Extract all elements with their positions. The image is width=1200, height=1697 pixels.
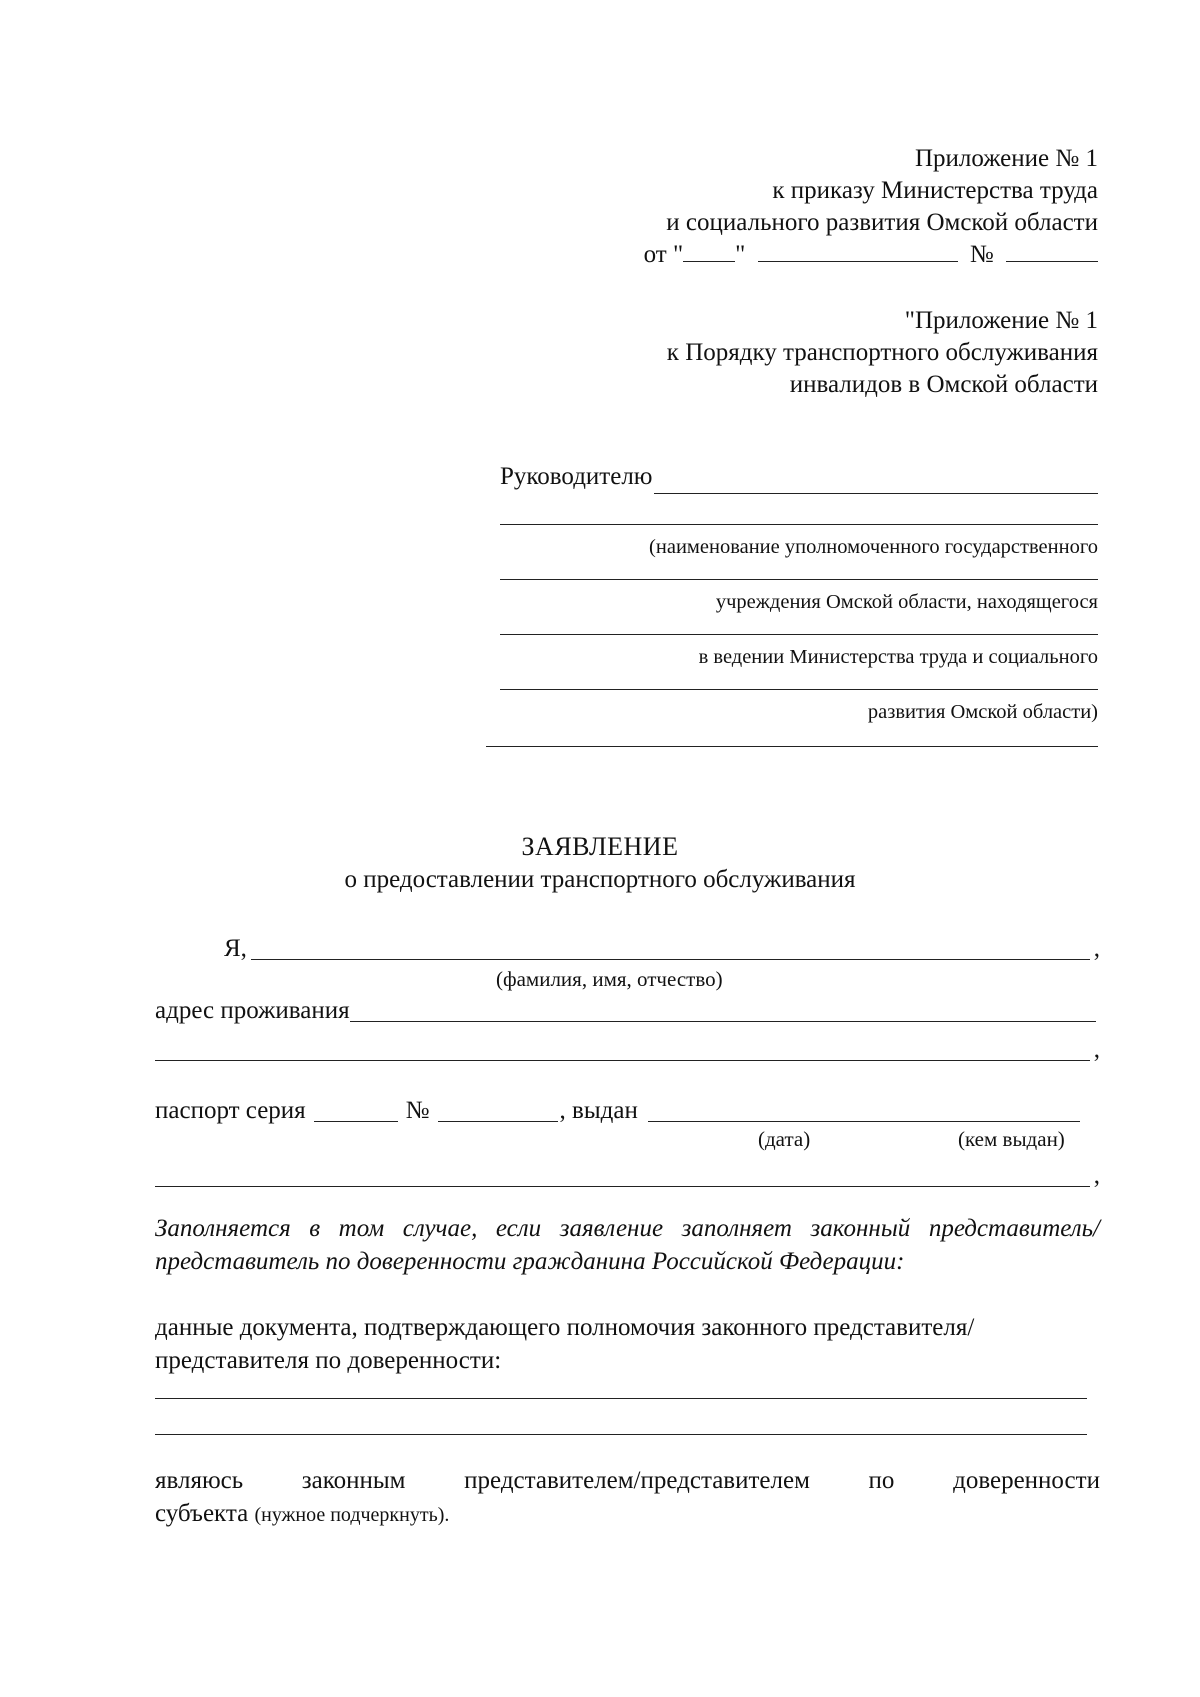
recipient-note-4: развития Омской области): [867, 700, 1098, 723]
status-subject: субъекта: [155, 1500, 249, 1527]
status-word: по: [868, 1467, 895, 1494]
appendix-order-ref: к приказу Министерства труда: [772, 177, 1098, 204]
order-number-field[interactable]: [1006, 239, 1098, 262]
recipient-line-5[interactable]: [486, 746, 1098, 747]
issuer-row-2: [155, 1160, 1100, 1193]
doc-data-field-1[interactable]: [155, 1398, 1087, 1399]
address-comma: ,: [1093, 1036, 1100, 1063]
issuer-caption: (кем выдан): [958, 1127, 1065, 1151]
passport-number-sign: №: [405, 1097, 430, 1124]
recipient-line-2[interactable]: [500, 579, 1098, 580]
fio-field[interactable]: [251, 937, 1090, 960]
number-sign: №: [969, 241, 994, 268]
recipient-note-2: учреждения Омской области, находящегося: [715, 590, 1098, 613]
fio-comma: ,: [1093, 935, 1100, 962]
representative-note: Заполняется в том случае, если заявление заполняет законный представитель/представитель по доверенности гражданина Российской Федерации:: [155, 1215, 1100, 1275]
recipient-name-field[interactable]: [654, 471, 1098, 494]
procedure-ref: к Порядку транспортного обслуживания: [666, 339, 1098, 366]
recipient-block: [500, 461, 1098, 747]
document-subtitle: о предоставлении транспортного обслуживания: [344, 866, 856, 893]
status-line-1: [155, 1464, 1100, 1497]
recipient-line-3[interactable]: [500, 634, 1098, 635]
status-word[interactable]: представителем/представителем: [464, 1467, 810, 1494]
doc-data-text: [155, 1311, 1100, 1377]
appendix-header: [644, 143, 1098, 271]
date-quote: ": [735, 241, 746, 268]
address-row-2: [155, 1034, 1100, 1067]
fio-caption: (фамилия, имя, отчество): [496, 967, 723, 991]
i-label: Я,: [224, 935, 247, 962]
address-field[interactable]: [350, 999, 1096, 1022]
recipient-head: [500, 461, 1098, 494]
status-hint: (нужное подчеркнуть).: [254, 1504, 450, 1526]
procedure-region: инвалидов в Омской области: [789, 371, 1098, 398]
month-year-field[interactable]: [758, 239, 958, 262]
address-label: адрес проживания: [155, 997, 350, 1024]
recipient-line-1[interactable]: [500, 524, 1098, 525]
passport-label: паспорт серия: [155, 1097, 306, 1124]
issued-label: , выдан: [559, 1097, 638, 1124]
fio-row: [224, 933, 1100, 966]
status-line-2: [155, 1497, 1100, 1532]
issuer-comma: ,: [1093, 1162, 1100, 1189]
procedure-appendix-title: "Приложение № 1: [904, 307, 1098, 334]
status-text: [155, 1464, 1100, 1532]
procedure-appendix: [667, 305, 1098, 401]
status-word: доверенности: [953, 1467, 1100, 1494]
day-field[interactable]: [683, 239, 735, 262]
appendix-date-line: [644, 239, 1098, 271]
recipient-label: Руководителю: [500, 463, 653, 490]
recipient-note-1: (наименование уполномоченного государственного: [649, 535, 1098, 558]
status-word: законным: [301, 1467, 406, 1494]
date-caption: (дата): [758, 1127, 811, 1151]
appendix-title: Приложение № 1: [914, 145, 1098, 172]
doc-data-line-2: представителя по доверенности:: [155, 1347, 502, 1374]
appendix-ministry: и социального развития Омской области: [666, 209, 1098, 236]
issuer-field-2[interactable]: [155, 1164, 1090, 1187]
doc-data-line-1: данные документа, подтверждающего полномочия законного представителя/: [155, 1314, 975, 1341]
address-row: [155, 995, 1100, 1028]
doc-data-field-2[interactable]: [155, 1434, 1087, 1435]
recipient-line-4[interactable]: [500, 689, 1098, 690]
status-word: являюсь: [155, 1467, 244, 1494]
passport-number-field[interactable]: [438, 1099, 558, 1122]
address-field-2[interactable]: [155, 1038, 1090, 1061]
date-prefix: от ": [643, 241, 684, 268]
recipient-note-3: в ведении Министерства труда и социального: [698, 645, 1098, 668]
document-title: ЗАЯВЛЕНИЕ: [521, 832, 679, 861]
passport-row: [155, 1095, 1080, 1128]
issued-field[interactable]: [648, 1099, 1080, 1122]
passport-series-field[interactable]: [314, 1099, 398, 1122]
